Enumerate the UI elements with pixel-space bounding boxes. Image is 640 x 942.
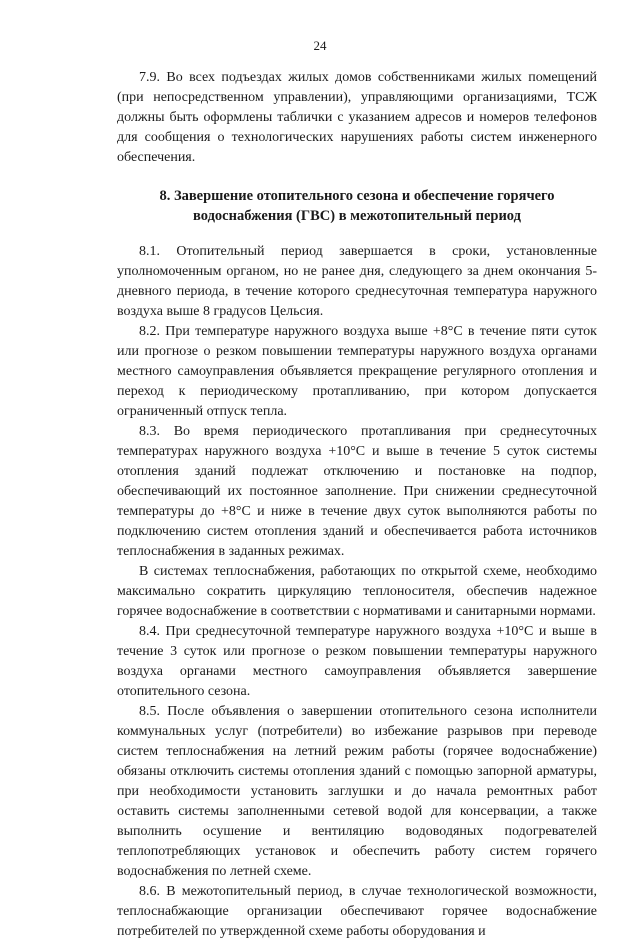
section-8-title: 8. Завершение отопительного сезона и обеспечение горячего водоснабжения (ГВС) в межотопительный период [159,188,555,224]
paragraph-8-3-continued: В системах теплоснабжения, работающих по открытой схеме, необходимо максимально сократить циркуляцию теплоносителя, обеспечив надежное горячее водоснабжение в соответствии с нормативами и санитарными нормами. [117,564,597,619]
paragraph-8-6: 8.6. В межотопительный период, в случае технологической возможности, теплоснабжающие организации обеспечивают горячее водоснабжение потребителей по утвержденной схеме работы оборудования и [117,884,597,939]
paragraph-8-4: 8.4. При среднесуточной температуре наружного воздуха +10°С и выше в течение 3 суток или прогнозе о резком повышении температуры наружного воздуха органами местного самоуправления объявляется завершение отопительного сезона. [117,624,597,699]
paragraph-8-3: 8.3. Во время периодического протапливания при среднесуточных температурах наружного воздуха +10°С и выше в течение 5 суток системы отопления зданий подлежат отключению и постановке на подпор, обеспечивающий их постоянное заполнение. При снижении среднесуточной температуры до +8°С и ниже в течение двух суток выполняются работы по подключению систем отопления зданий и обеспечивается работа источников теплоснабжения в заданных режимах. [117,424,597,559]
document-body [117,68,597,942]
paragraph-8-5: 8.5. После объявления о завершении отопительного сезона исполнители коммунальных услуг (потребители) во избежание разрывов при переводе систем теплоснабжения на летний режим работы (горячее водоснабжение) обязаны отключить системы отопления зданий с помощью запорной арматуры, при необходимости установить заглушки и до начала ремонтных работ оставить системы заполненными сетевой водой для консервации, а также выполнить осушение и вентиляцию водоводяных подогревателей теплопотребляющих установок и обеспечить работу систем горячего водоснабжения по летней схеме. [117,704,597,879]
paragraph-7-9: 7.9. Во всех подъездах жилых домов собственниками жилых помещений (при непосредственном управлении), управляющими организациями, ТСЖ должны быть оформлены таблички с указанием адресов и номеров телефонов для сообщения о технологических нарушениях работы систем инженерного обеспечения. [117,70,597,165]
paragraph-8-2: 8.2. При температуре наружного воздуха выше +8°С в течение пяти суток или прогнозе о резком повышении температуры наружного воздуха органами местного самоуправления объявляется прекращение регулярного отопления и переход к периодическому протапливанию, при котором допускается ограниченный отпуск тепла. [117,324,597,419]
page-number: 24 [313,38,327,53]
paragraph-8-1: 8.1. Отопительный период завершается в сроки, установленные уполномоченным органом, но не ранее дня, следующего за днем окончания 5-дневного периода, в течение которого среднесуточная температура наружного воздуха выше 8 градусов Цельсия. [117,244,597,319]
